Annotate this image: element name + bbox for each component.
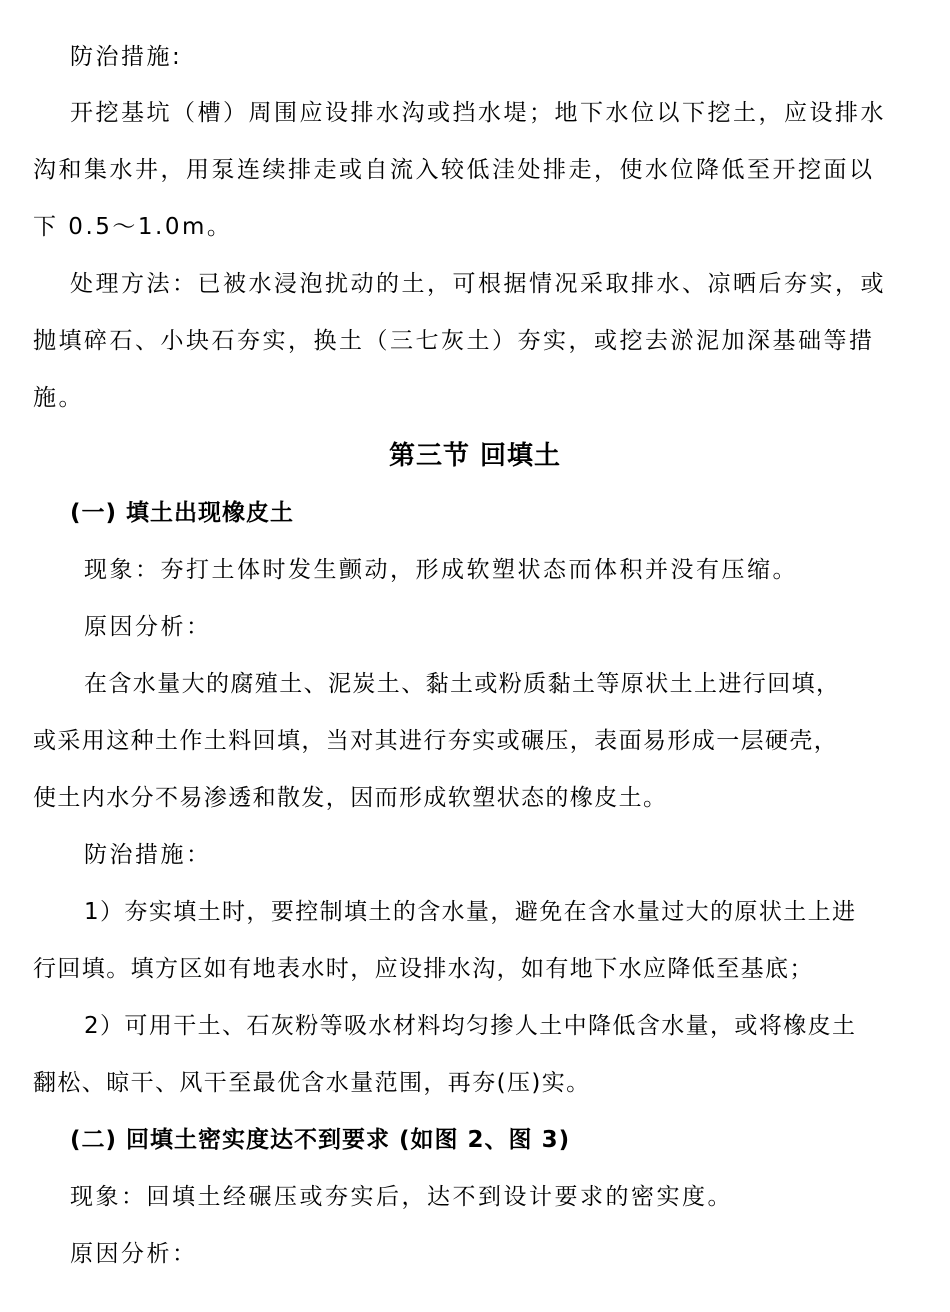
paragraph-line: 翻松、晾干、风干至最优含水量范围，再夯(压)实。 bbox=[33, 1070, 591, 1096]
paragraph-line: 沟和集水井，用泵连续排走或自流入较低洼处排走，使水位降低至开挖面以 bbox=[33, 157, 875, 183]
paragraph-line: 开挖基坑（槽）周围应设排水沟或挡水堤；地下水位以下挖土，应设排水 bbox=[70, 100, 886, 126]
paragraph-line: 1）夯实填土时，要控制填土的含水量，避免在含水量过大的原状土上进 bbox=[84, 899, 857, 925]
phenomenon-text: 现象：夯打土体时发生颤动，形成软塑状态而体积并没有压缩。 bbox=[84, 557, 798, 583]
paragraph-line: 下 0.5～1.0m。 bbox=[33, 214, 233, 240]
paragraph-line: 抛填碎石、小块石夯实，换土（三七灰土）夯实，或挖去淤泥加深基础等措 bbox=[33, 328, 875, 354]
phenomenon-text: 现象：回填土经碾压或夯实后，达不到设计要求的密实度。 bbox=[70, 1184, 733, 1210]
section-title: 第三节 回填土 bbox=[388, 441, 562, 471]
measures-label: 防治措施: bbox=[70, 44, 183, 70]
paragraph-line: 使土内水分不易渗透和散发，因而形成软塑状态的橡皮土。 bbox=[33, 785, 668, 811]
measures-label: 防治措施： bbox=[84, 842, 212, 868]
paragraph-line: 在含水量大的腐殖土、泥炭土、黏土或粉质黏土等原状土上进行回填， bbox=[84, 671, 841, 697]
paragraph-line: 2）可用干土、石灰粉等吸水材料均匀掺人土中降低含水量，或将橡皮土 bbox=[84, 1013, 857, 1039]
paragraph-line: 行回填。填方区如有地表水时，应设排水沟，如有地下水应降低至基底； bbox=[33, 956, 814, 982]
cause-label: 原因分析： bbox=[70, 1241, 198, 1267]
paragraph-line: 或采用这种土作土料回填，当对其进行夯实或碾压，表面易形成一层硬壳， bbox=[33, 728, 839, 754]
item-heading: (一) 填土出现橡皮土 bbox=[70, 500, 295, 526]
paragraph-line: 施。 bbox=[33, 385, 84, 411]
item-heading: (二) 回填土密实度达不到要求 (如图 2、图 3) bbox=[70, 1127, 571, 1153]
cause-label: 原因分析： bbox=[84, 614, 212, 640]
paragraph-line: 处理方法：已被水浸泡扰动的土，可根据情况采取排水、凉晒后夯实，或 bbox=[70, 271, 886, 297]
